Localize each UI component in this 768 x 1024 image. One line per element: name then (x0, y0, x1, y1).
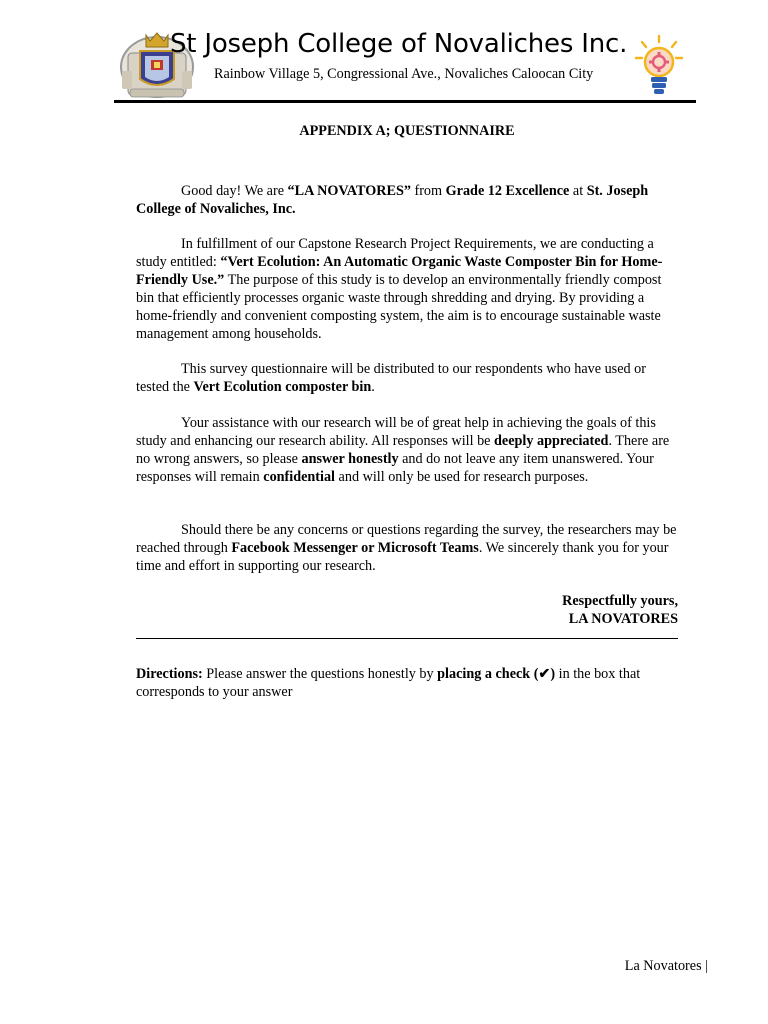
closing-line: Respectfully yours, (562, 593, 678, 609)
school-name: St Joseph College of Novaliches Inc. (170, 29, 628, 59)
text-run-bold: “LA NOVATORES” (287, 183, 411, 199)
assistance-paragraph (136, 415, 678, 487)
contact-paragraph (136, 522, 678, 576)
text-run: This survey questionnaire will be distributed to our respondents who have used or tested the (136, 361, 646, 395)
header-divider (114, 100, 696, 103)
lightbulb-gear-icon (634, 34, 684, 100)
distribution-paragraph (136, 361, 678, 397)
closing-signature (136, 593, 678, 629)
document-title: APPENDIX A; QUESTIONNAIRE (299, 123, 515, 139)
directions-label: Directions: (136, 666, 203, 682)
text-run: and do not leave any item unanswered. Your responses will remain (136, 450, 654, 485)
text-run-bold: confidential (263, 468, 335, 485)
text-run: Good day! We are (181, 183, 288, 199)
text-run: Your assistance with our research will be of great help in achieving the goals of this study and enhancing our research ability. All responses will be (136, 415, 656, 449)
text-run: . We sincerely thank you for your time and effort in supporting our research. (136, 539, 669, 574)
text-run: and will only be used for research purposes. (335, 468, 589, 485)
text-run: Please answer the questions honestly by (202, 666, 438, 682)
text-run-bold: “Vert Ecolution: An Automatic Organic Waste Composter Bin for Home-Friendly Use.” (136, 253, 663, 288)
text-run-bold: answer honestly (301, 450, 399, 467)
study-paragraph (136, 236, 678, 343)
page-footer: La Novatores | (624, 958, 708, 974)
text-run-bold: Vert Ecolution composter bin (193, 378, 372, 395)
letterhead (114, 24, 696, 104)
text-run: in the box that corresponds to your answer (136, 666, 641, 700)
text-run: . There are no wrong answers, so please (136, 432, 670, 467)
section-divider (136, 638, 678, 639)
school-address: Rainbow Village 5, Congressional Ave., Novaliches Caloocan City (214, 66, 594, 82)
text-run-bold: Grade 12 Excellence (445, 183, 570, 199)
text-run-bold: placing a check (✔) (437, 666, 556, 682)
greeting-paragraph (136, 183, 678, 219)
text-run: The purpose of this study is to develop an environmentally friendly compost bin that efficiently processes organic waste through shredding and drying. By providing a home-friendly and convenient composting system, the aim is to encourage sustainable waste management among households. (136, 271, 662, 342)
text-run-bold: Facebook Messenger or Microsoft Teams (231, 539, 479, 556)
text-run: In fulfillment of our Capstone Research Project Requirements, we are conducting a study entitled: (136, 236, 654, 270)
text-run: from (410, 183, 446, 199)
text-run-bold: St. Joseph College of Novaliches, Inc. (136, 183, 649, 217)
text-run: at (569, 183, 587, 199)
directions-paragraph (136, 666, 678, 702)
text-run-bold: deeply appreciated (494, 432, 609, 449)
text-run: . (371, 378, 375, 395)
text-run: Should there be any concerns or questions regarding the survey, the researchers may be reached through (136, 522, 677, 556)
signature-name: LA NOVATORES (568, 610, 678, 627)
